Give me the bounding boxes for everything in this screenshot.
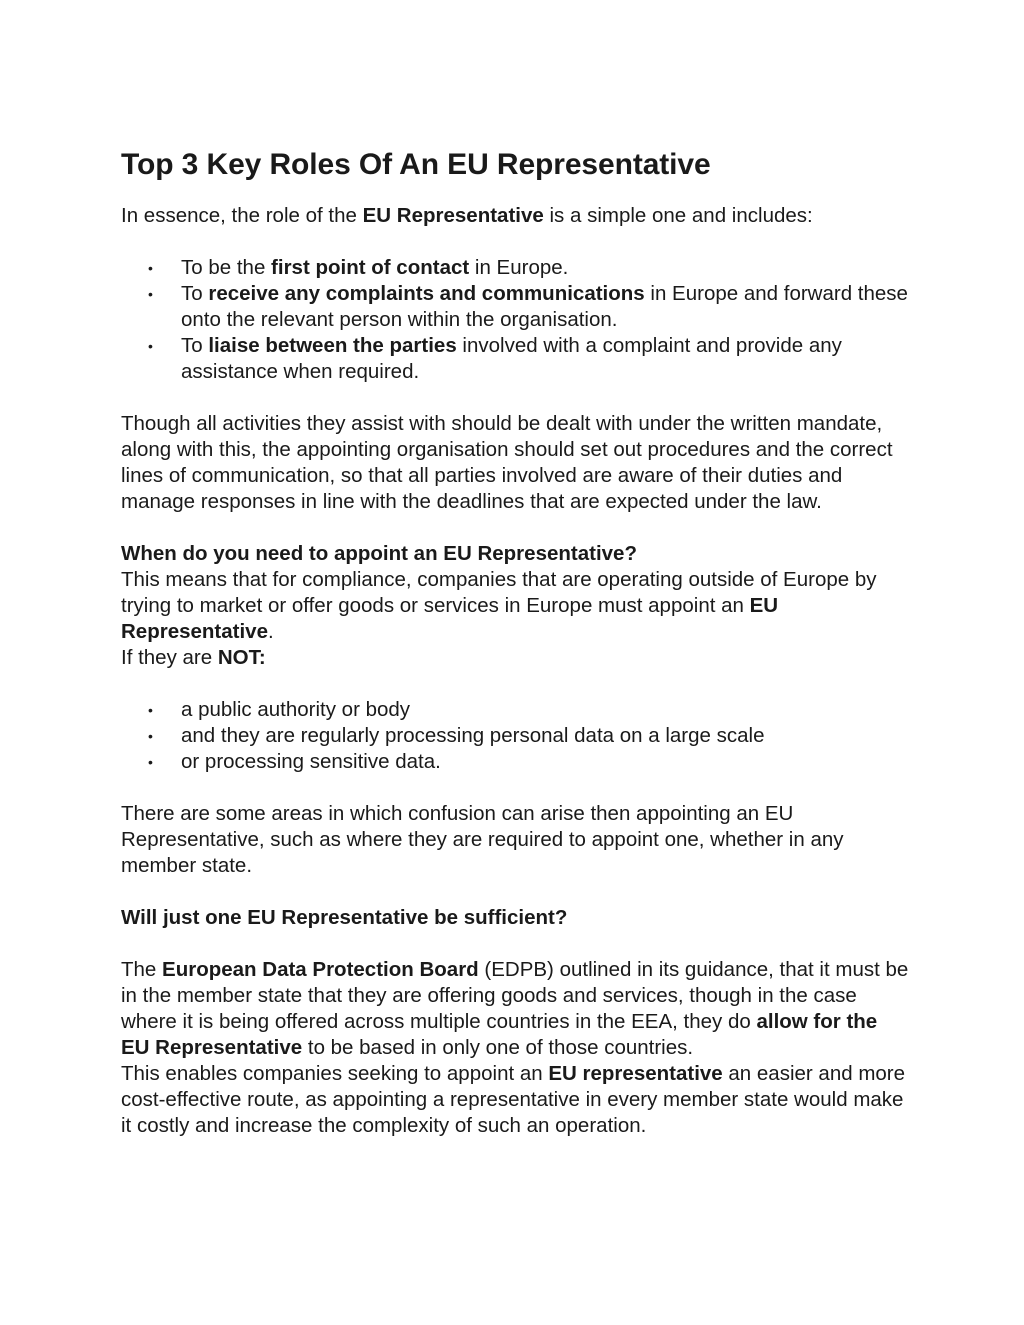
conditions-list xyxy=(121,697,911,775)
section-heading-sufficient: Will just one EU Representative be sufficient? xyxy=(121,906,568,929)
intro-paragraph: In essence, the role of the EU Representative is a simple one and includes: xyxy=(121,204,813,227)
section-heading-when: When do you need to appoint an EU Representative? xyxy=(121,542,637,565)
edpb-paragraph: The European Data Protection Board (EDPB) outlined in its guidance, that it must be in the member state that they are offering goods and services, though in the case where it is being offered across multiple countries in the EEA, they do allow for the EU Representative to be based in only one of those countries. xyxy=(121,958,909,1059)
confusion-paragraph: There are some areas in which confusion can arise then appointing an EU Representative, such as where they are required to appoint one, whether in any member state. xyxy=(121,802,844,877)
bullet-icon: • xyxy=(148,338,153,354)
when-paragraph: This means that for compliance, companies that are operating outside of Europe by trying to market or offer goods or services in Europe must appoint an EU Representative. xyxy=(121,568,877,643)
document-page xyxy=(121,146,911,1139)
enables-paragraph: This enables companies seeking to appoint an EU representative an easier and more cost-effective route, as appointing a representative in every member state would make it costly and increase the complexity of such an operation. xyxy=(121,1062,906,1137)
condition-line: If they are NOT: xyxy=(121,646,266,669)
bullet-icon: • xyxy=(148,286,153,302)
list-item: • and they are regularly processing personal data on a large scale xyxy=(148,724,765,747)
list-item: • To liaise between the parties involved with a complaint and provide any assistance when required. xyxy=(148,334,842,383)
bullet-icon: • xyxy=(148,728,153,744)
mandate-paragraph: Though all activities they assist with should be dealt with under the written mandate, along with this, the appointing organisation should set out procedures and the correct lines of communication, so that all parties involved are aware of their duties and manage responses in line with the deadlines that are expected under the law. xyxy=(121,412,893,513)
bullet-icon: • xyxy=(148,754,153,770)
page-title: Top 3 Key Roles Of An EU Representative xyxy=(121,148,711,181)
list-item: • To be the first point of contact in Europe. xyxy=(148,256,569,279)
roles-list xyxy=(121,255,911,385)
list-item: • To receive any complaints and communications in Europe and forward these onto the relevant person within the organisation. xyxy=(148,282,908,331)
bullet-icon: • xyxy=(148,702,153,718)
bullet-icon: • xyxy=(148,260,153,276)
list-item: • or processing sensitive data. xyxy=(148,750,441,773)
intro-bold: EU Representative xyxy=(362,204,544,227)
list-item: • a public authority or body xyxy=(148,698,411,721)
